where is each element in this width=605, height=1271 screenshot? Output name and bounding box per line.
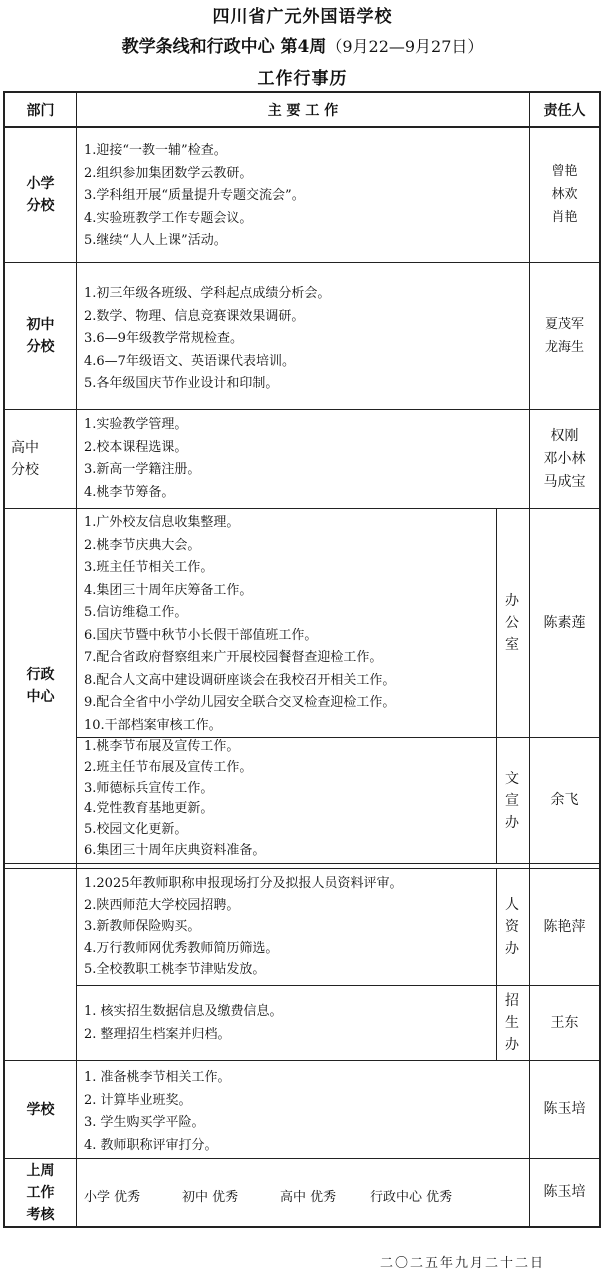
review-result: 行政中心 优秀 — [370, 1190, 453, 1205]
list-item: 1.初三年级各班级、学科起点成绩分析会。 — [84, 286, 331, 301]
list-item: 5.校园文化更新。 — [84, 822, 188, 838]
list-item: 1.2025年教师职称申报现场打分及拟报人员资料评审。 — [84, 876, 403, 891]
subdept-divider-admin — [496, 508, 497, 864]
primary-items — [84, 140, 305, 253]
list-item: 6.集团三十周年庆典资料准备。 — [84, 842, 266, 858]
subdept-culture: 文宣办 — [505, 770, 519, 831]
list-item: 3.新教师保险购买。 — [84, 919, 201, 934]
list-item: 3. 学生购买学平险。 — [84, 1115, 205, 1130]
hr-items — [84, 873, 403, 981]
header-work: 主 要 工 作 — [267, 102, 339, 119]
subdept-admission: 招生办 — [505, 993, 519, 1053]
review-results — [84, 1186, 470, 1205]
list-item: 4.万行教师网优秀教师简历筛选。 — [84, 940, 279, 956]
owner-admission: 王东 — [550, 1014, 579, 1031]
culture-items — [84, 737, 265, 862]
list-item: 2.组织参加集团数学云教研。 — [84, 165, 253, 181]
owner-school: 陈玉培 — [543, 1101, 586, 1117]
senior-items — [84, 414, 200, 504]
row-divider-hr — [76, 985, 601, 986]
list-item: 6.国庆节暨中秋节小长假干部值班工作。 — [84, 627, 318, 643]
list-item: 4.集团三十周年庆筹备工作。 — [84, 582, 253, 598]
owner-senior: 权刚 邓小林 马成宝 — [543, 427, 586, 490]
admission-items — [84, 1001, 283, 1046]
list-item: 1.迎接“一教一辅”检查。 — [84, 143, 227, 158]
owner-primary: 曾艳 林欢 肖艳 — [551, 164, 578, 225]
list-item: 2.班主任节布展及宣传工作。 — [84, 759, 253, 775]
list-item: 1.桃李节布展及宣传工作。 — [84, 739, 240, 754]
list-item: 4. 教师职称评审打分。 — [84, 1137, 218, 1153]
dept-primary: 小学 分校 — [26, 175, 55, 214]
school-name: 四川省广元外国语学校 — [212, 7, 393, 27]
list-item: 3.师德标兵宣传工作。 — [84, 780, 214, 796]
list-item: 3.学科组开展“质量提升专题交流会”。 — [84, 188, 305, 203]
list-item: 4.实验班教学工作专题会议。 — [84, 210, 253, 226]
issue-date: 二〇二五年九月二十二日 — [380, 1256, 546, 1271]
list-item: 3.新高一学籍注册。 — [84, 462, 201, 477]
review-result: 小学 优秀 — [84, 1190, 141, 1205]
list-item: 8.配合人文高中建设调研座谈会在我校召开相关工作。 — [84, 672, 396, 688]
dept-school: 学校 — [26, 1101, 55, 1118]
row-divider-junior — [3, 409, 601, 410]
list-item: 3.6—9年级教学常规检查。 — [84, 331, 243, 346]
list-item: 4.桃李节筹备。 — [84, 484, 175, 500]
owner-office: 陈素莲 — [543, 614, 586, 631]
header-owner: 责任人 — [543, 102, 586, 119]
list-item: 4.6—7年级语文、英语课代表培训。 — [84, 353, 295, 369]
school-items — [84, 1067, 231, 1157]
list-item: 1.广外校友信息收集整理。 — [84, 515, 240, 530]
list-item: 2.桃李节庆典大会。 — [84, 537, 201, 553]
list-item: 9.配合全省中小学幼儿园安全联合交叉检查迎检工作。 — [84, 695, 396, 710]
list-item: 5.继续“人人上课”活动。 — [84, 233, 227, 248]
row-divider-header — [3, 126, 601, 128]
dept-admin: 行政 中心 — [26, 667, 55, 705]
row-divider-school — [3, 1158, 601, 1159]
row-divider-primary — [3, 262, 601, 263]
owner-junior: 夏茂军 龙海生 — [544, 317, 584, 355]
list-item: 5.各年级国庆节作业设计和印制。 — [84, 376, 279, 391]
header-dept: 部门 — [26, 102, 55, 119]
office-items — [84, 512, 395, 737]
list-item: 4.党性教育基地更新。 — [84, 801, 214, 817]
list-item: 3.班主任节相关工作。 — [84, 560, 214, 575]
junior-items — [84, 283, 330, 396]
list-item: 5.信访维稳工作。 — [84, 605, 188, 620]
document-title: 工作行事历 — [257, 69, 348, 89]
review-result: 初中 优秀 — [182, 1190, 239, 1205]
list-item: 2.数学、物理、信息竞赛课效果调研。 — [84, 308, 305, 324]
row-divider-admission — [3, 1060, 601, 1061]
table-bottom-border — [3, 1226, 601, 1228]
dept-review: 上周 工作 考核 — [26, 1162, 55, 1223]
subdept-divider-hr — [496, 869, 497, 1060]
list-item: 2. 计算毕业班奖。 — [84, 1092, 192, 1108]
list-item: 1.实验教学管理。 — [84, 417, 188, 432]
list-item: 2.校本课程选课。 — [84, 439, 188, 455]
row-divider-admin-a — [3, 863, 601, 864]
subdept-office: 办公室 — [505, 593, 519, 653]
list-item: 1. 核实招生数据信息及缴费信息。 — [84, 1004, 283, 1019]
title-main: 教学条线和行政中心 第4周 — [121, 37, 327, 57]
list-item: 7.配合省政府督察组来广开展校园餐督查迎检工作。 — [84, 650, 383, 665]
dept-senior: 高中 分校 — [11, 440, 39, 478]
list-item: 2. 整理招生档案并归档。 — [84, 1026, 231, 1042]
dept-junior: 初中 分校 — [26, 317, 55, 355]
owner-review: 陈玉培 — [543, 1184, 586, 1200]
subdept-hr: 人资办 — [505, 897, 519, 957]
list-item: 2.陕西师范大学校园招聘。 — [84, 897, 240, 913]
list-item: 5.全校教职工桃李节津贴发放。 — [84, 962, 266, 977]
list-item: 10.干部档案审核工作。 — [84, 717, 222, 733]
owner-hr: 陈艳萍 — [543, 918, 586, 935]
owner-culture: 余飞 — [550, 792, 579, 808]
review-result: 高中 优秀 — [280, 1190, 337, 1205]
document-subtitle — [0, 32, 605, 57]
list-item: 1. 准备桃李节相关工作。 — [84, 1070, 231, 1085]
title-dates: （9月22—9月27日） — [326, 37, 484, 56]
